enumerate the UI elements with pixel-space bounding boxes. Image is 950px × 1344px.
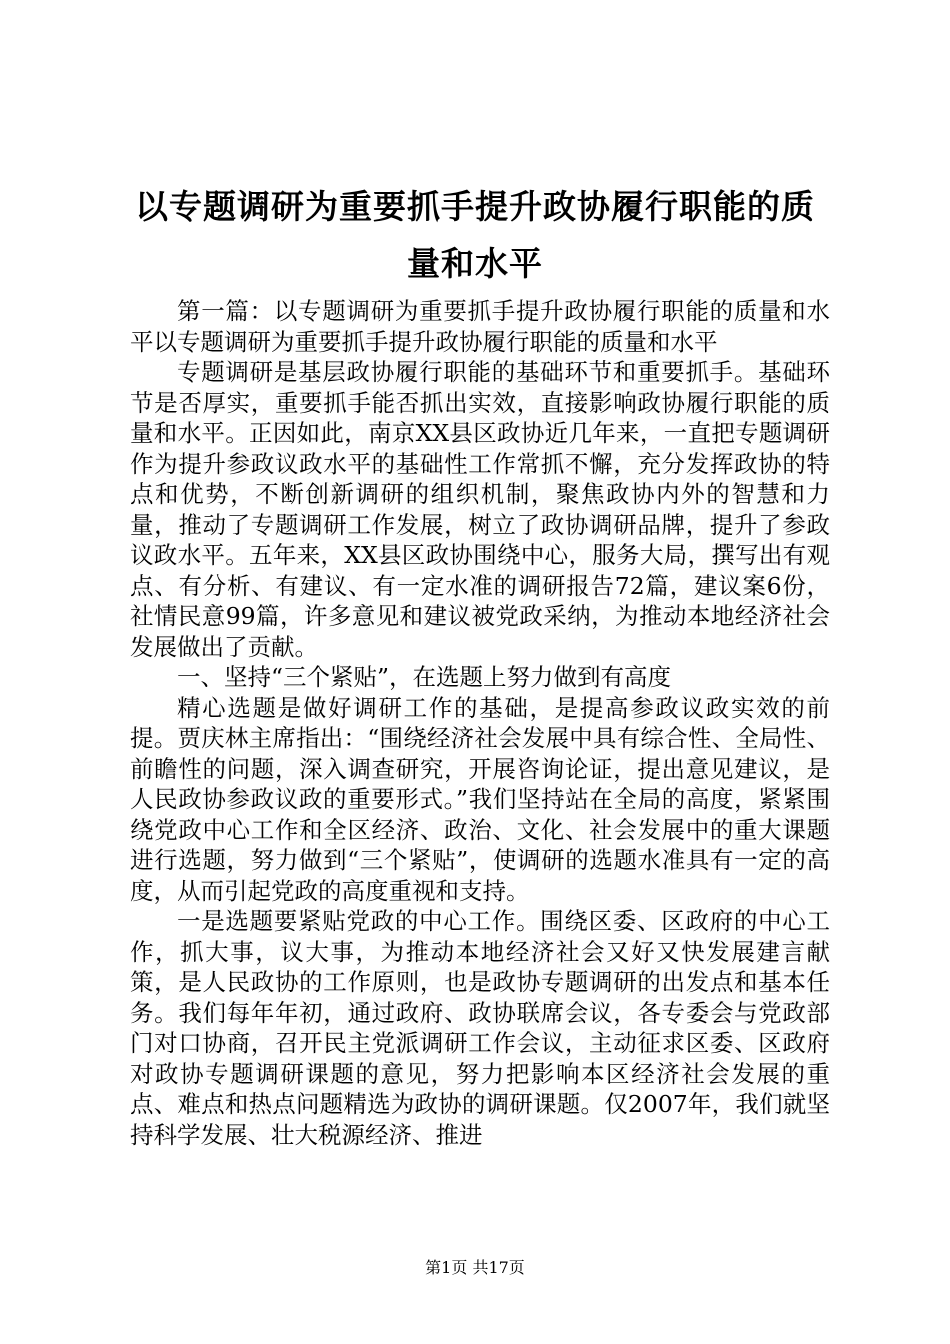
paragraph: 精心选题是做好调研工作的基础，是提高参政议政实效的前提。贾庆林主席指出：“围绕经济社会发展中具有综合性、全局性、前瞻性的问题，深入调查研究，开展咨询论证，提出意见建议，是人民政协参政议政的重要形式。”我们坚持站在全局的高度，紧紧围绕党政中心工作和全区经济、政治、文化、社会发展中的重大课题进行选题，努力做到“三个紧贴”，使调研的选题水准具有一定的高度，从而引起党政的高度重视和支持。 [130,693,830,905]
page-footer: 第1页 共17页 [425,1258,525,1277]
paragraph: 一是选题要紧贴党政的中心工作。围绕区委、区政府的中心工作，抓大事，议大事，为推动本地经济社会又好又快发展建言献策，是人民政协的工作原则，也是政协专题调研的出发点和基本任务。我们每年年初，通过政府、政协联席会议，各专委会与党政部门对口协商，召开民主党派调研工作会议，主动征求区委、区政府对政协专题调研课题的意见，努力把影响本区经济社会发展的重点、难点和热点问题精选为政协的调研课题。仅2007年，我们就坚持科学发展、壮大税源经济、推进 [130,907,830,1149]
paragraph: 第一篇：以专题调研为重要抓手提升政协履行职能的质量和水平以专题调研为重要抓手提升政协履行职能的质量和水平 [130,297,830,356]
document-title: 以专题调研为重要抓手提升政协履行职能的质量和水平 [135,187,815,283]
paragraph: 专题调研是基层政协履行职能的基础环节和重要抓手。基础环节是否厚实，重要抓手能否抓出实效，直接影响政协履行职能的质量和水平。正因如此，南京XX县区政协近几年来，一直把专题调研作为提升参政议政水平的基础性工作常抓不懈，充分发挥政协的特点和优势，不断创新调研的组织机制，聚焦政协内外的智慧和力量，推动了专题调研工作发展，树立了政协调研品牌，提升了参政议政水平。五年来，XX县区政协围绕中心，服务大局，撰写出有观点、有分析、有建议、有一定水准的调研报告72篇，建议案6份，社情民意99篇，许多意见和建议被党政采纳，为推动本地经济社会发展做出了贡献。 [130,358,830,661]
section-heading: 一、坚持“三个紧贴”，在选题上努力做到有高度 [177,663,672,691]
document-body [130,296,830,1150]
